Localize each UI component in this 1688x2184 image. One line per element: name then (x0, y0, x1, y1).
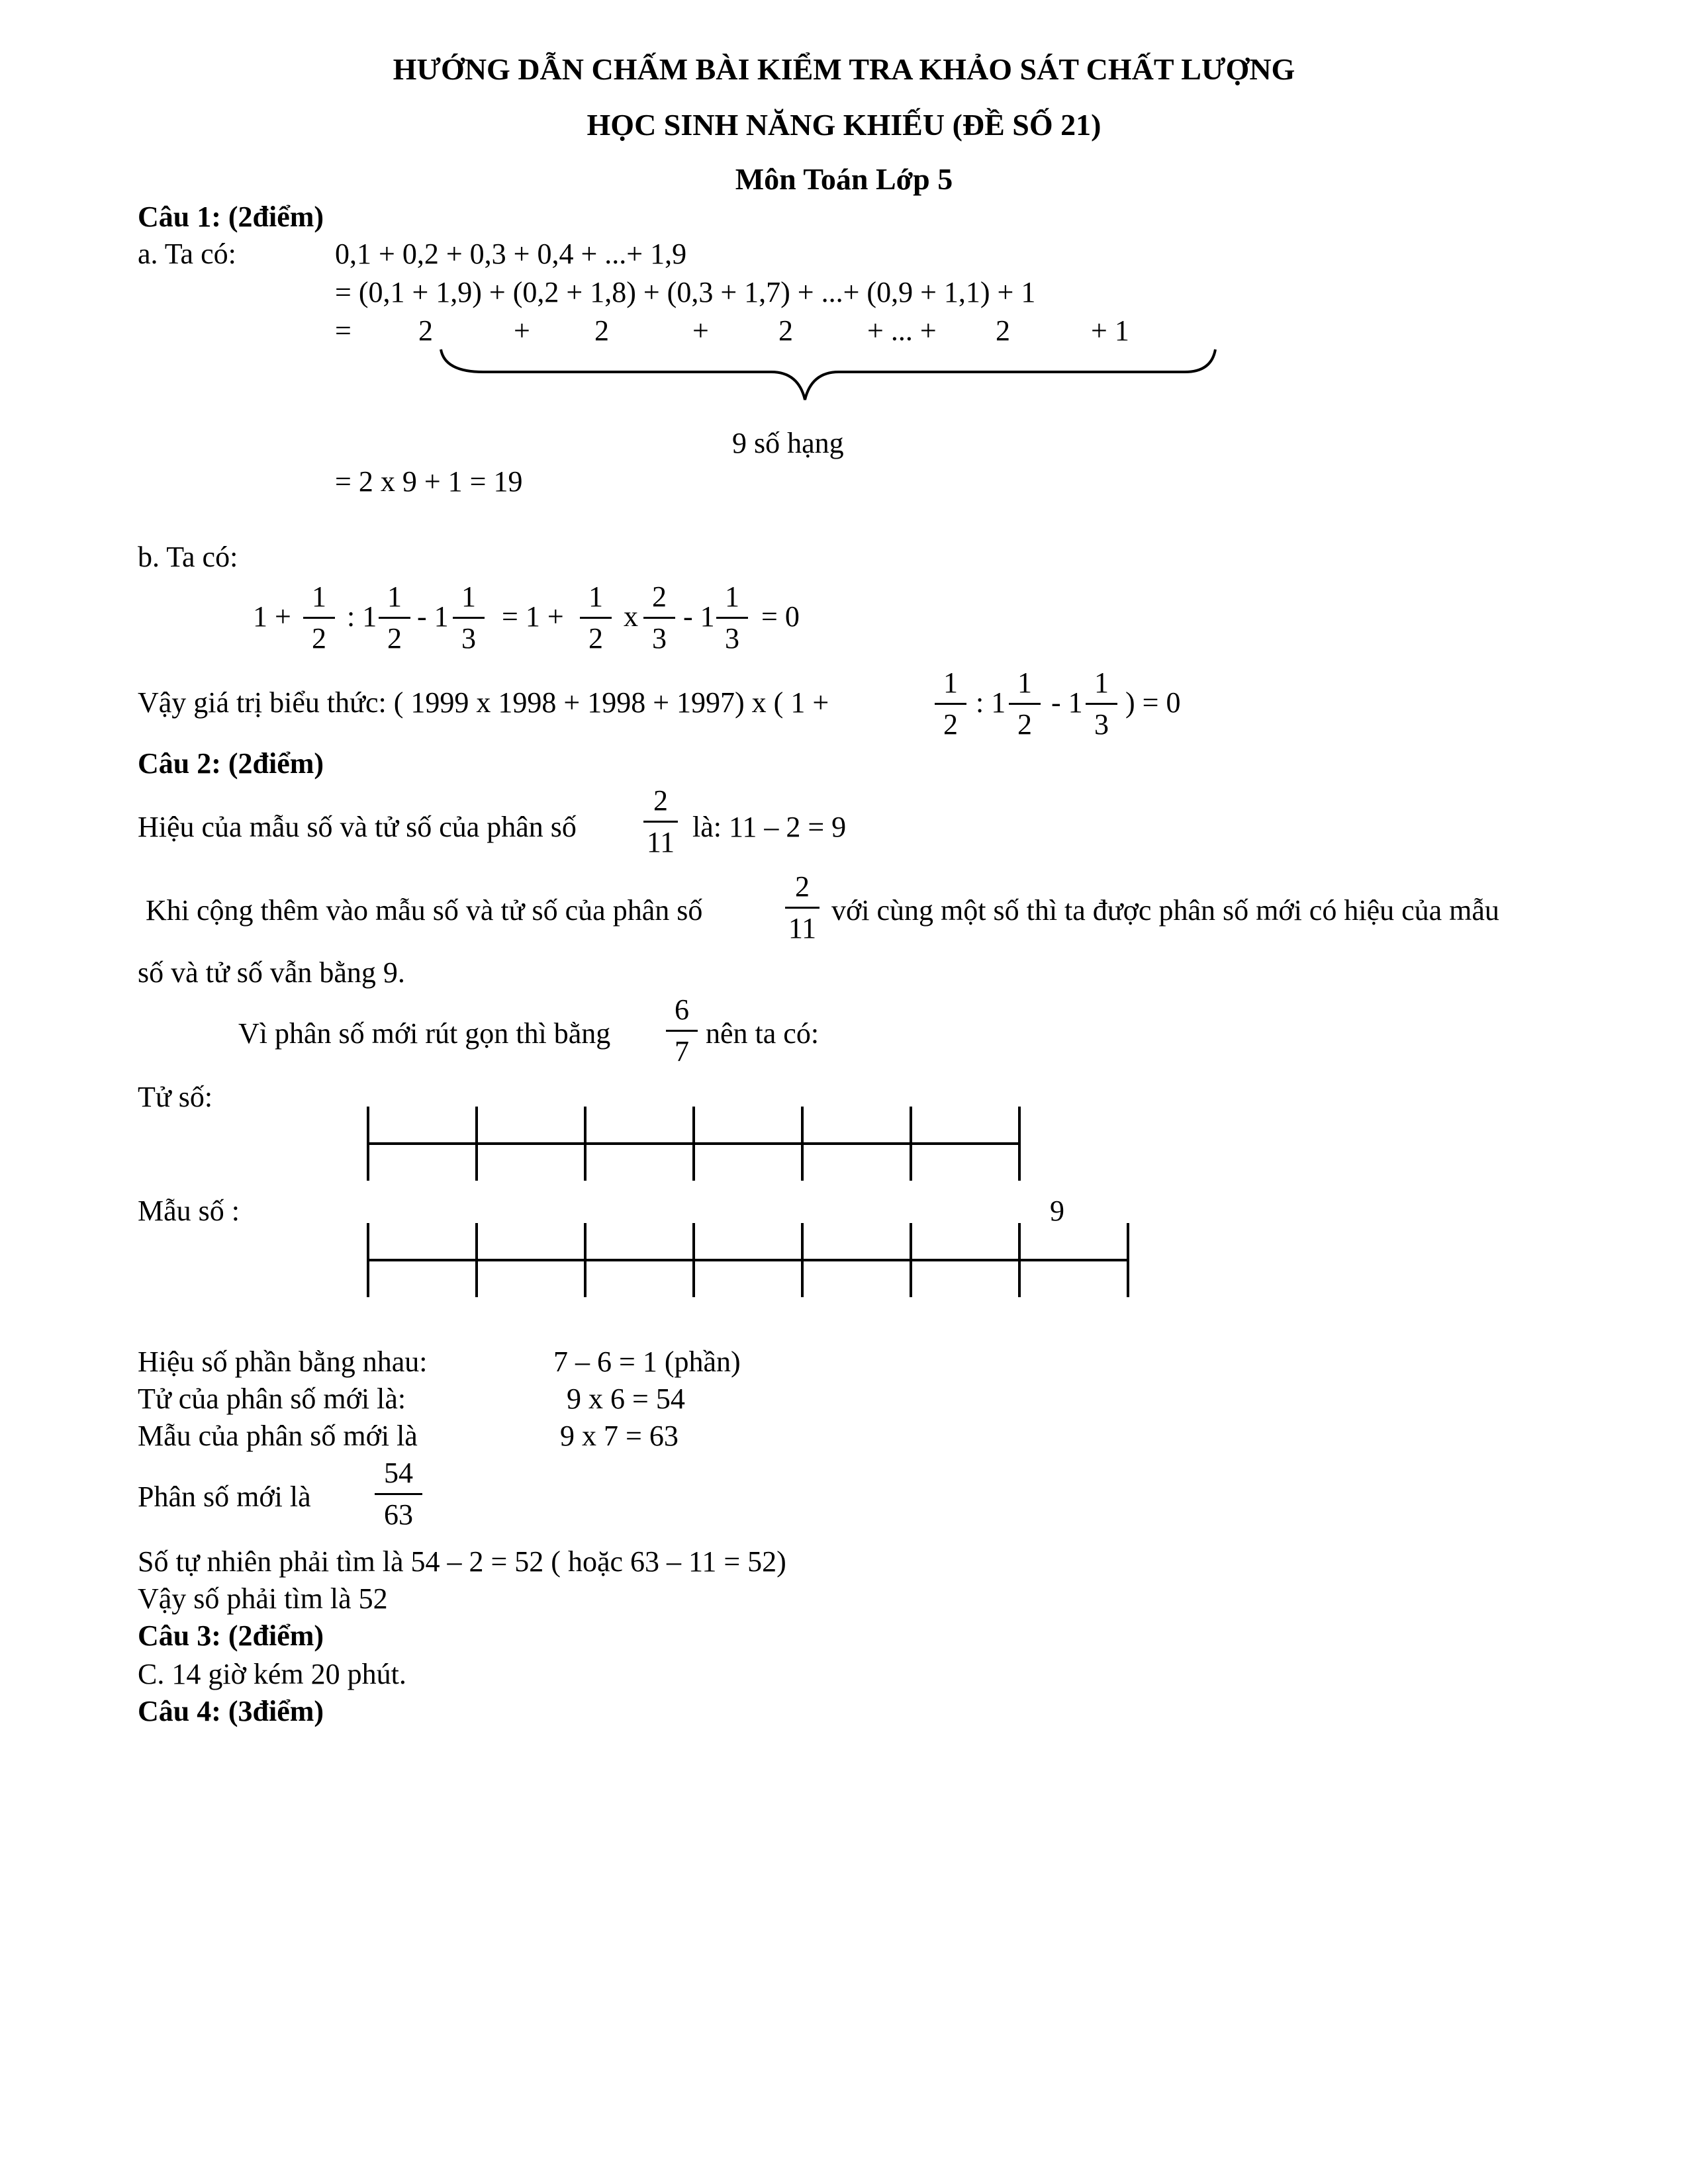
conclusion-text: Vậy giá trị biểu thức: ( 1999 x 1998 + 1998 + 1997) x ( 1 + (138, 686, 829, 719)
b-minus-one: - 1 (417, 600, 449, 633)
tu-so-label: Tử số: (138, 1081, 213, 1113)
q2-line-3: số và tử số vẫn bằng 9. (138, 956, 405, 989)
b-one-plus: 1 + (253, 600, 291, 633)
q4-heading: Câu 4: (3điểm) (138, 1695, 324, 1727)
tu-value: 9 x 6 = 54 (567, 1383, 685, 1415)
conclusion-fraction-2: 1 2 (1005, 668, 1045, 739)
q1-a-plus-3: + ... + (867, 314, 937, 347)
q2-line-4-pre: Vì phân số mới rút gọn thì bằng (238, 1017, 611, 1050)
diff-label: Hiệu số phần bằng nhau: (138, 1345, 428, 1378)
fraction-2-11: 2 11 (639, 786, 682, 857)
b-eq-one-plus: = 1 + (502, 600, 564, 633)
b-minus-one-b: - 1 (683, 600, 715, 633)
conclusion-end: ) = 0 (1125, 686, 1181, 719)
fraction-two-thirds: 2 3 (639, 582, 679, 653)
conclusion-colon-one: : 1 (976, 686, 1006, 719)
q3-answer: C. 14 giờ kém 20 phút. (138, 1658, 406, 1690)
brace-label: 9 số hạng (732, 427, 844, 459)
mau-so-bar (368, 1223, 1128, 1297)
q1-a-term-4: 2 (996, 314, 1010, 347)
q1-a-label: a. Ta có: (138, 238, 236, 270)
q2-line-2-pre: Khi cộng thêm vào mẫu số và tử số của phân số (146, 894, 703, 927)
q2-line-1-pre: Hiệu của mẫu số và tử số của phân số (138, 811, 577, 843)
q1-a-term-2: 2 (594, 314, 609, 347)
answer-line: Vậy số phải tìm là 52 (138, 1582, 388, 1615)
b-eq-zero: = 0 (761, 600, 800, 633)
q1-a-eq: = (335, 314, 352, 347)
q1-a-term-3: 2 (778, 314, 793, 347)
mau-so-label: Mẫu số : (138, 1195, 240, 1227)
conclusion-fraction-1: 1 2 (931, 668, 970, 739)
diff-value: 7 – 6 = 1 (phần) (553, 1345, 741, 1378)
subject-title: Môn Toán Lớp 5 (735, 162, 953, 196)
q2-line-1-post: là: 11 – 2 = 9 (692, 811, 847, 843)
fraction-2-11-second: 2 11 (781, 872, 823, 943)
q1-b-label: b. Ta có: (138, 541, 238, 573)
q1-a-plus-2: + (692, 314, 709, 347)
conclusion-minus-one: - 1 (1051, 686, 1083, 719)
q2-line-4-post: nên ta có: (706, 1017, 820, 1050)
q1-a-line-1: 0,1 + 0,2 + 0,3 + 0,4 + ...+ 1,9 (335, 238, 687, 270)
fraction-one-third-2: 1 3 (712, 582, 752, 653)
diagram-nine-label: 9 (1050, 1195, 1064, 1227)
fraction-one-half-mixed: 1 2 (375, 582, 414, 653)
q1-a-term-1: 2 (418, 314, 433, 347)
tu-label: Tử của phân số mới là: (138, 1383, 406, 1415)
mau-label: Mẫu của phân số mới là (138, 1420, 418, 1452)
mau-value: 9 x 7 = 63 (560, 1420, 679, 1452)
new-fraction-label: Phân số mới là (138, 1480, 311, 1513)
q1-a-plus-4: + 1 (1091, 314, 1129, 347)
fraction-one-half: 1 2 (299, 582, 339, 653)
b-colon-one: : 1 (347, 600, 377, 633)
natural-number-line: Số tự nhiên phải tìm là 54 – 2 = 52 ( hoặc 63 – 11 = 52) (138, 1545, 786, 1578)
fraction-one-half-2: 1 2 (576, 582, 616, 653)
q3-heading: Câu 3: (2điểm) (138, 1619, 324, 1652)
q1-a-line-2: = (0,1 + 1,9) + (0,2 + 1,8) + (0,3 + 1,7) + ...+ (0,9 + 1,1) + 1 (335, 276, 1036, 308)
b-times: x (624, 600, 638, 633)
q2-line-2-post: với cùng một số thì ta được phân số mới có hiệu của mẫu (831, 894, 1499, 927)
tu-so-bar (368, 1107, 1019, 1181)
q1-heading: Câu 1: (2điểm) (138, 201, 324, 233)
fraction-6-7: 6 7 (662, 995, 702, 1066)
fraction-54-63: 54 63 (371, 1459, 426, 1529)
q1-a-plus-1: + (514, 314, 530, 347)
title-line-1: HƯỚNG DẪN CHẤM BÀI KIỂM TRA KHẢO SÁT CHẤT LƯỢNG (393, 52, 1295, 86)
conclusion-fraction-3: 1 3 (1082, 668, 1121, 739)
q2-heading: Câu 2: (2điểm) (138, 747, 324, 780)
fraction-one-third-mixed: 1 3 (449, 582, 489, 653)
q1-a-result: = 2 x 9 + 1 = 19 (335, 465, 523, 498)
title-line-2: HỌC SINH NĂNG KHIẾU (ĐỀ SỐ 21) (586, 108, 1102, 142)
